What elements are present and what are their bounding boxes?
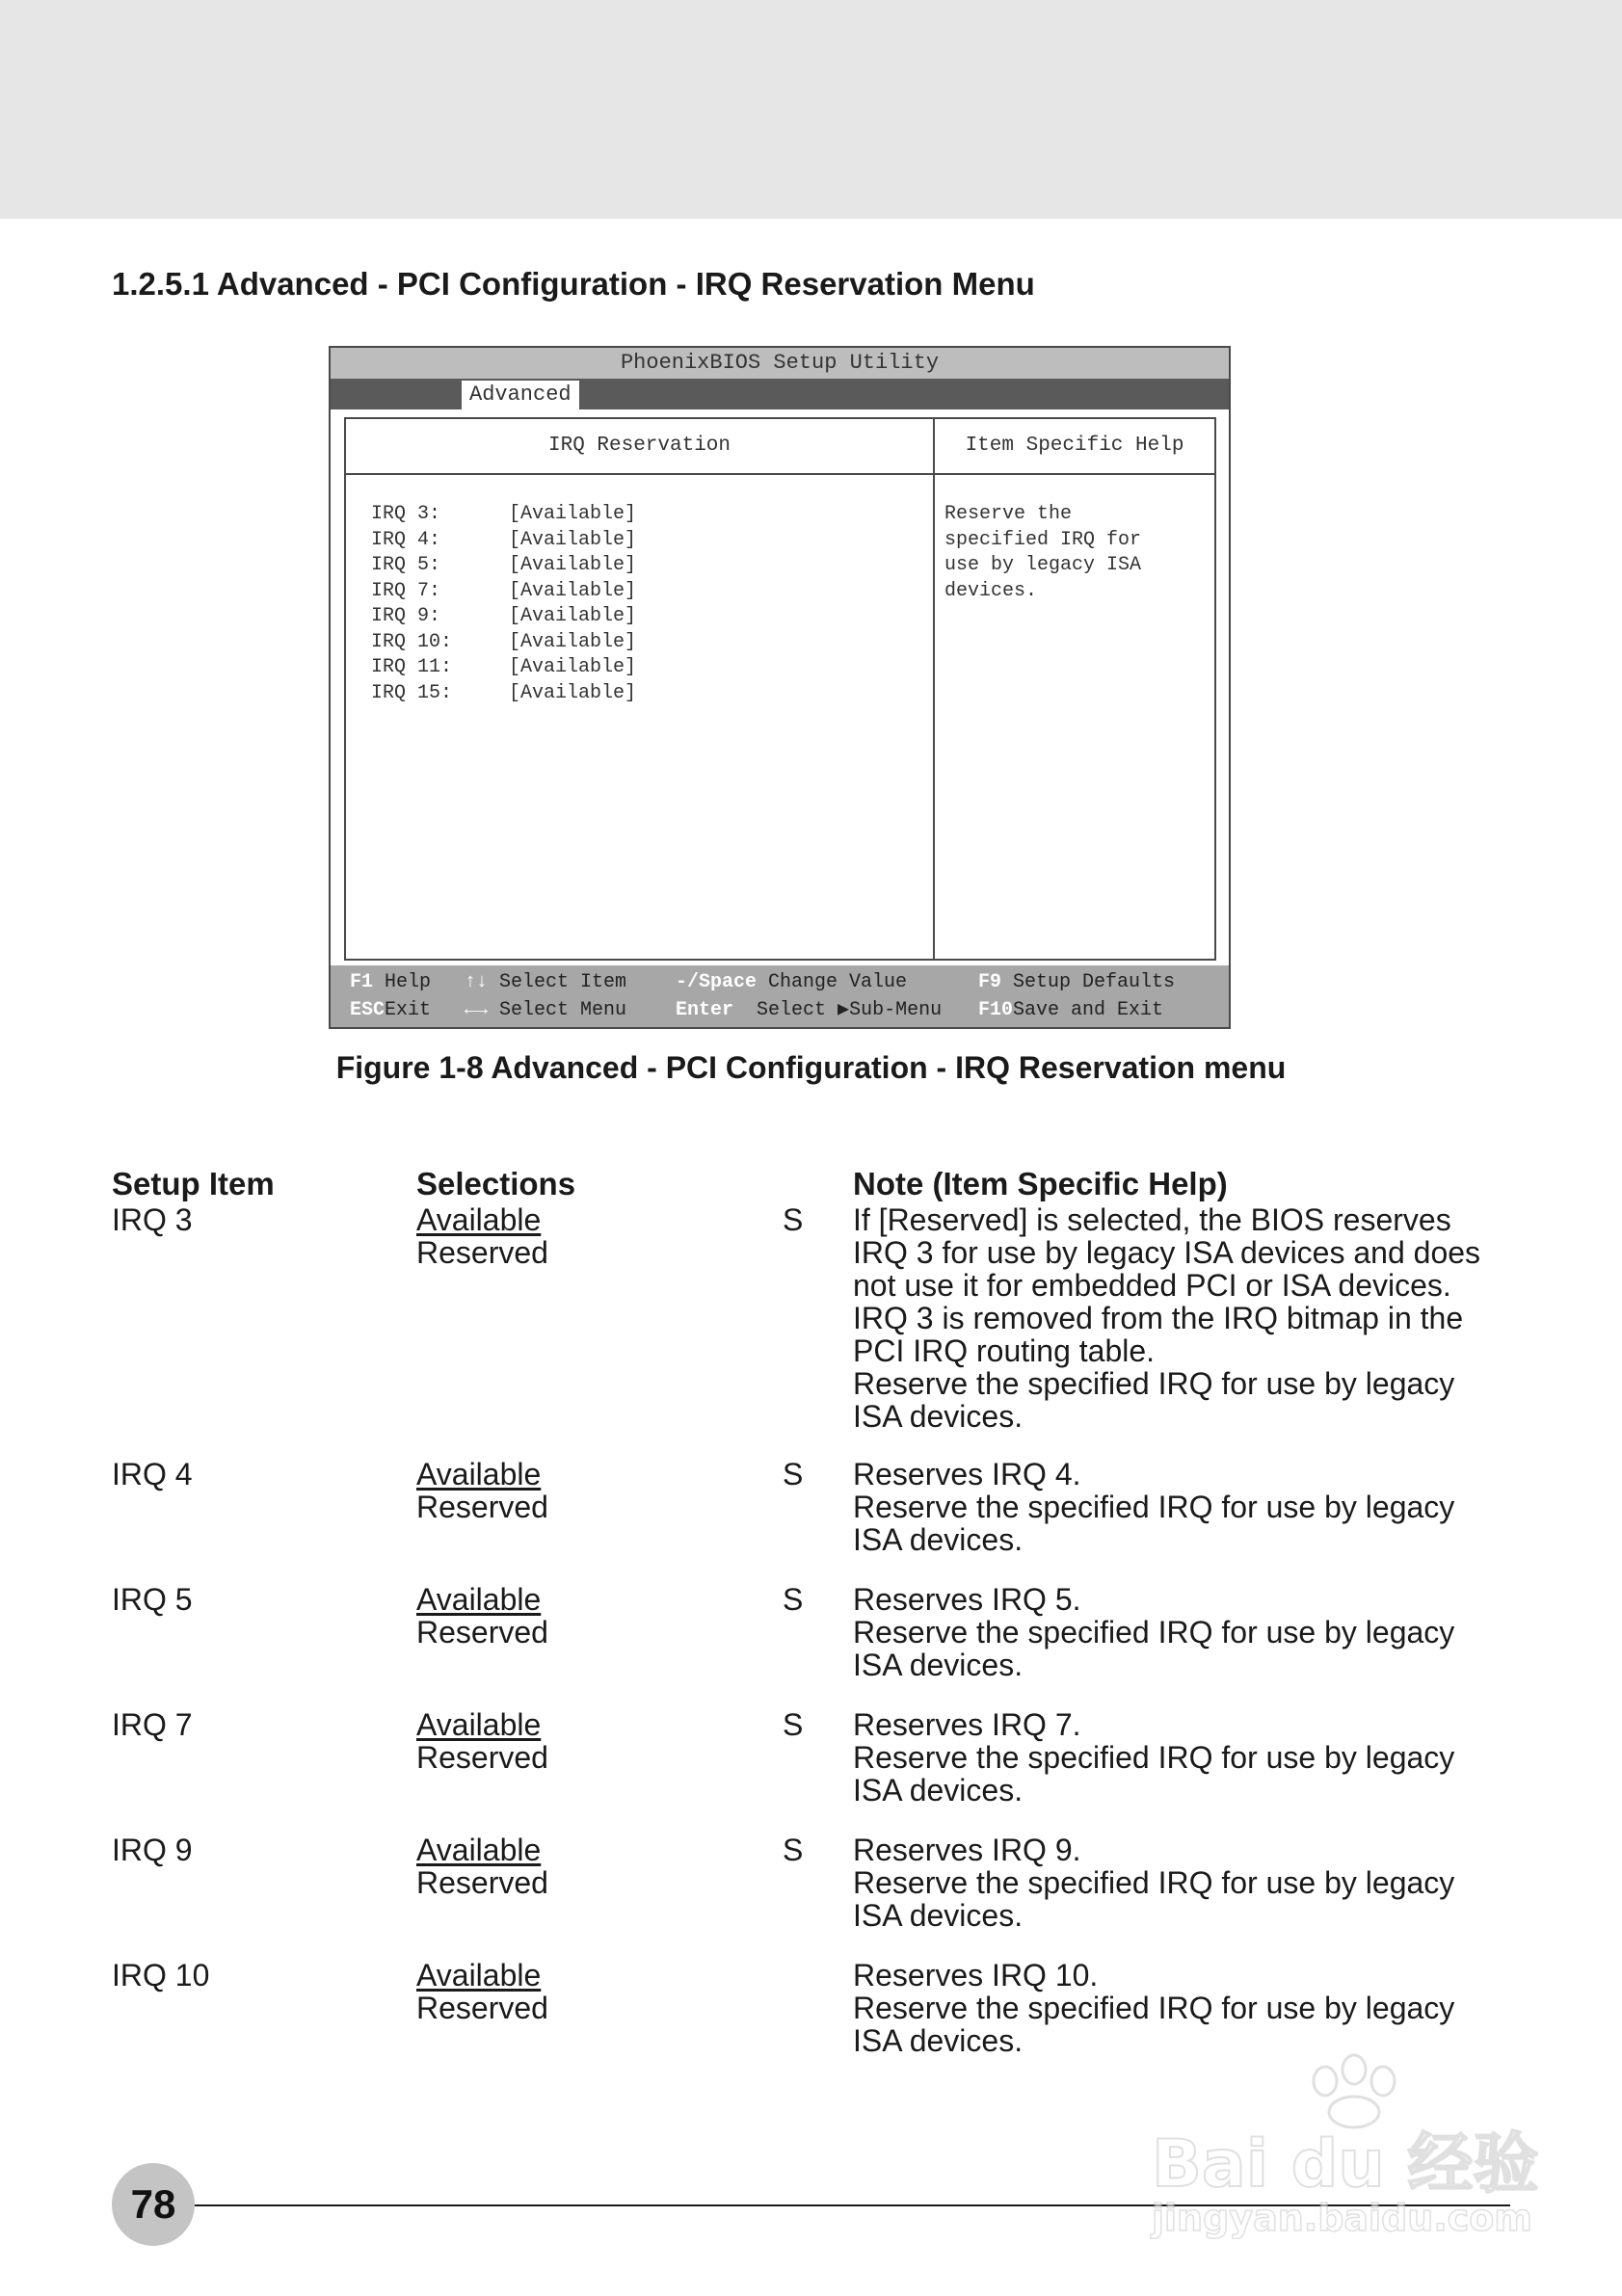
irq-item-10[interactable] bbox=[371, 630, 636, 656]
alt-selection: Reserved bbox=[416, 1991, 548, 2025]
irq-item-value[interactable]: [Available] bbox=[509, 503, 637, 525]
alt-selection: Reserved bbox=[416, 1740, 548, 1775]
f1-help-key: F1 Help bbox=[350, 971, 432, 993]
note bbox=[853, 1203, 1480, 1433]
s-flag: S bbox=[783, 1457, 804, 1491]
note-line: Reserves IRQ 5. bbox=[853, 1582, 1081, 1617]
default-selection: Available bbox=[416, 1707, 542, 1742]
default-selection: Available bbox=[416, 1958, 542, 1993]
setup-item: IRQ 9 bbox=[112, 1833, 193, 1867]
enter-submenu-key: Enter Select ▶Sub-Menu bbox=[676, 999, 943, 1021]
irq-item-label: IRQ 5: bbox=[371, 554, 441, 576]
header-note: Note (Item Specific Help) bbox=[853, 1166, 1228, 1201]
default-selection: Available bbox=[416, 1202, 542, 1237]
s-flag: S bbox=[783, 1833, 804, 1867]
leftright-select-menu: ←→ Select Menu bbox=[465, 999, 627, 1021]
baidu-watermark bbox=[1152, 2052, 1537, 2245]
note-line: Reserves IRQ 9. bbox=[853, 1833, 1081, 1867]
help-panel-title: Item Specific Help bbox=[935, 419, 1214, 475]
alt-selection: Reserved bbox=[416, 1490, 548, 1524]
selections bbox=[416, 1458, 548, 1523]
alt-selection: Reserved bbox=[416, 1865, 548, 1900]
setup-item: IRQ 7 bbox=[112, 1707, 193, 1742]
irq-item-value[interactable]: [Available] bbox=[509, 630, 637, 653]
note-line: ISA devices. bbox=[853, 1773, 1024, 1808]
bios-title: PhoenixBIOS Setup Utility bbox=[331, 348, 1229, 379]
irq-item-value[interactable]: [Available] bbox=[509, 681, 637, 704]
setup-item: IRQ 3 bbox=[112, 1202, 193, 1237]
irq-item-3[interactable] bbox=[371, 502, 636, 528]
note bbox=[853, 1834, 1454, 1932]
note-line: Reserve the specified IRQ for use by legacy bbox=[853, 1490, 1455, 1524]
irq-item-11[interactable] bbox=[371, 655, 636, 681]
selections bbox=[416, 1583, 548, 1649]
default-selection: Available bbox=[416, 1582, 542, 1617]
note-line: ISA devices. bbox=[853, 1399, 1024, 1434]
bios-screen bbox=[329, 346, 1231, 1029]
section-title: 1.2.5.1 Advanced - PCI Configuration - IRQ Reservation Menu bbox=[112, 266, 1035, 302]
setup-item: IRQ 10 bbox=[112, 1958, 210, 1993]
note-line: ISA devices. bbox=[853, 1522, 1024, 1557]
selections bbox=[416, 1834, 548, 1899]
note-line: Reserves IRQ 10. bbox=[853, 1958, 1099, 1993]
irq-item-5[interactable] bbox=[371, 553, 636, 579]
irq-item-label: IRQ 11: bbox=[371, 656, 453, 678]
irq-item-label: IRQ 9: bbox=[371, 605, 441, 627]
note-line: IRQ 3 for use by legacy ISA devices and does bbox=[853, 1235, 1481, 1270]
irq-item-value[interactable]: [Available] bbox=[509, 605, 637, 627]
irq-item-9[interactable] bbox=[371, 604, 636, 630]
note bbox=[853, 1708, 1454, 1807]
note bbox=[853, 1458, 1454, 1556]
irq-item-4[interactable] bbox=[371, 528, 636, 554]
irq-item-7[interactable] bbox=[371, 579, 636, 605]
note-line: IRQ 3 is removed from the IRQ bitmap in the bbox=[853, 1301, 1464, 1335]
note-line: ISA devices. bbox=[853, 1648, 1024, 1682]
s-flag: S bbox=[783, 1582, 804, 1617]
irq-item-value[interactable]: [Available] bbox=[509, 579, 637, 602]
irq-panel-title: IRQ Reservation bbox=[346, 419, 933, 475]
note-line: Reserve the specified IRQ for use by legacy bbox=[853, 1615, 1455, 1649]
note-line: Reserve the specified IRQ for use by legacy bbox=[853, 1366, 1455, 1401]
f10-save-exit: F10Save and Exit bbox=[978, 999, 1164, 1021]
tab-advanced[interactable]: Advanced bbox=[462, 381, 579, 409]
irq-list bbox=[371, 502, 636, 706]
updown-select-item: ↑↓ Select Item bbox=[465, 971, 627, 993]
note-line: ISA devices. bbox=[853, 2023, 1024, 2058]
selections bbox=[416, 1959, 548, 2024]
alt-selection: Reserved bbox=[416, 1615, 548, 1649]
default-selection: Available bbox=[416, 1457, 542, 1491]
alt-selection: Reserved bbox=[416, 1235, 548, 1270]
note-line: ISA devices. bbox=[853, 1898, 1024, 1933]
setup-item: IRQ 5 bbox=[112, 1582, 193, 1617]
change-value-key: -/Space Change Value bbox=[676, 971, 908, 993]
note-line: Reserve the specified IRQ for use by legacy bbox=[853, 1740, 1455, 1775]
default-selection: Available bbox=[416, 1833, 542, 1867]
note bbox=[853, 1583, 1454, 1681]
page-header-band bbox=[0, 0, 1622, 219]
note-line: Reserves IRQ 4. bbox=[853, 1457, 1081, 1491]
s-flag: S bbox=[783, 1707, 804, 1742]
watermark-url: jingyan.baidu.com bbox=[1152, 2197, 1532, 2239]
irq-reservation-panel bbox=[344, 417, 933, 961]
watermark-brand: Bai du 经验 bbox=[1152, 2126, 1539, 2203]
irq-item-15[interactable] bbox=[371, 681, 636, 707]
header-setup-item: Setup Item bbox=[112, 1166, 275, 1201]
irq-item-value[interactable]: [Available] bbox=[509, 656, 637, 678]
irq-item-value[interactable]: [Available] bbox=[509, 554, 637, 576]
help-text: Reserve the specified IRQ for use by legacy ISA devices. bbox=[944, 503, 1142, 602]
selections bbox=[416, 1708, 548, 1774]
irq-item-label: IRQ 3: bbox=[371, 503, 441, 525]
note-line: If [Reserved] is selected, the BIOS reserves bbox=[853, 1202, 1451, 1237]
item-help-panel bbox=[933, 417, 1216, 961]
note-line: not use it for embedded PCI or ISA devices. bbox=[853, 1268, 1451, 1303]
setup-item: IRQ 4 bbox=[112, 1457, 193, 1491]
s-flag: S bbox=[783, 1202, 804, 1237]
irq-item-label: IRQ 7: bbox=[371, 579, 441, 602]
header-selections: Selections bbox=[416, 1166, 576, 1201]
selections bbox=[416, 1203, 548, 1269]
figure-caption: Figure 1-8 Advanced - PCI Configuration - IRQ Reservation menu bbox=[335, 1050, 1287, 1085]
page-number: 78 bbox=[112, 2163, 195, 2246]
note bbox=[853, 1959, 1454, 2057]
note-line: Reserve the specified IRQ for use by legacy bbox=[853, 1865, 1455, 1900]
irq-item-label: IRQ 15: bbox=[371, 681, 453, 704]
esc-exit-key: ESCExit bbox=[350, 999, 432, 1021]
f9-setup-defaults: F9 Setup Defaults bbox=[978, 971, 1176, 993]
irq-item-label: IRQ 10: bbox=[371, 630, 453, 653]
bios-menubar bbox=[331, 379, 1229, 409]
irq-item-label: IRQ 4: bbox=[371, 528, 441, 551]
bios-key-legend bbox=[331, 965, 1229, 1027]
note-line: PCI IRQ routing table. bbox=[853, 1333, 1156, 1368]
note-line: Reserve the specified IRQ for use by legacy bbox=[853, 1991, 1455, 2025]
irq-item-value[interactable]: [Available] bbox=[509, 528, 637, 551]
note-line: Reserves IRQ 7. bbox=[853, 1707, 1081, 1742]
